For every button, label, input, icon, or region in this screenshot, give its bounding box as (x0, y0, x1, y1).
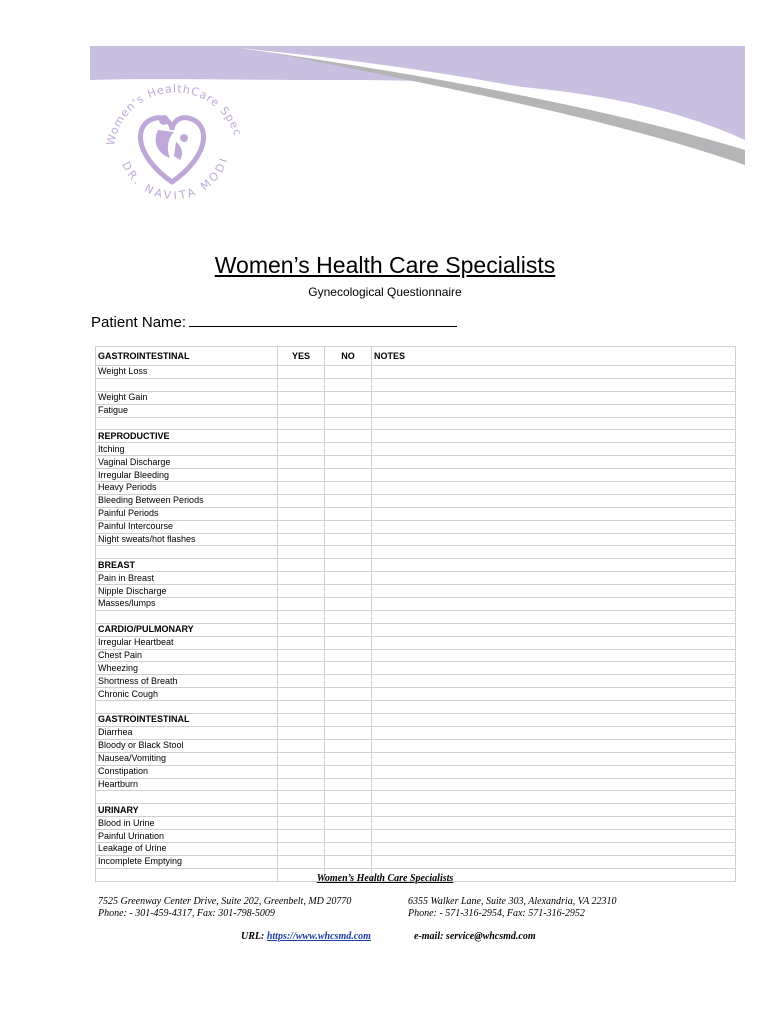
symptom-label: Wheezing (96, 662, 278, 675)
notes-cell[interactable] (372, 559, 736, 572)
notes-cell[interactable] (372, 675, 736, 688)
footer-url-label: URL: (241, 931, 265, 942)
yes-cell[interactable] (278, 623, 325, 636)
yes-cell[interactable] (278, 701, 325, 714)
notes-cell[interactable] (372, 469, 736, 482)
page-title: Women’s Health Care Specialists (214, 252, 556, 278)
yes-cell[interactable] (278, 507, 325, 520)
no-cell[interactable] (325, 546, 372, 559)
yes-cell[interactable] (278, 739, 325, 752)
yes-cell[interactable] (278, 494, 325, 507)
symptom-label: Painful Periods (96, 507, 278, 520)
table-row (96, 830, 736, 843)
symptom-label: Leakage of Urine (96, 842, 278, 855)
notes-cell[interactable] (372, 417, 736, 430)
symptom-label: Heavy Periods (96, 482, 278, 495)
notes-cell[interactable] (372, 456, 736, 469)
no-cell[interactable] (325, 366, 372, 379)
logo-figure-head-icon (159, 115, 169, 125)
symptom-label: Painful Urination (96, 830, 278, 843)
symptom-label: Nipple Discharge (96, 585, 278, 598)
symptom-label: Diarrhea (96, 726, 278, 739)
yes-cell[interactable] (278, 378, 325, 391)
table-row (96, 842, 736, 855)
table-row (96, 366, 736, 379)
yes-cell[interactable] (278, 366, 325, 379)
symptom-label (96, 701, 278, 714)
page-subtitle: Gynecological Questionnaire (308, 285, 462, 299)
symptom-label: Blood in Urine (96, 817, 278, 830)
no-cell[interactable] (325, 791, 372, 804)
no-cell[interactable] (325, 765, 372, 778)
logo-heart-icon (140, 118, 203, 182)
notes-cell[interactable] (372, 855, 736, 868)
footer-url-line (241, 931, 371, 942)
no-cell[interactable] (325, 598, 372, 611)
symptom-label: Weight Gain (96, 391, 278, 404)
notes-cell[interactable] (372, 765, 736, 778)
yes-cell[interactable] (278, 842, 325, 855)
footer-left-block (98, 896, 351, 920)
symptom-label: Bleeding Between Periods (96, 494, 278, 507)
symptom-label: Shortness of Breath (96, 675, 278, 688)
symptom-label (96, 378, 278, 391)
notes-cell[interactable] (372, 533, 736, 546)
header-notes: NOTES (372, 347, 736, 366)
no-cell[interactable] (325, 739, 372, 752)
table-row (96, 391, 736, 404)
footer-left-address: 7525 Greenway Center Drive, Suite 202, Greenbelt, MD 20770 (98, 896, 352, 907)
yes-cell[interactable] (278, 443, 325, 456)
table-row (96, 649, 736, 662)
table-row (96, 623, 736, 636)
table-row (96, 520, 736, 533)
table-row (96, 598, 736, 611)
notes-cell[interactable] (372, 842, 736, 855)
no-cell[interactable] (325, 649, 372, 662)
symptom-label: Heartburn (96, 778, 278, 791)
no-cell[interactable] (325, 430, 372, 443)
notes-cell[interactable] (372, 507, 736, 520)
yes-cell[interactable] (278, 675, 325, 688)
footer-right-phone: Phone: - 571-316-2954, Fax: 571-316-2952 (408, 908, 585, 919)
yes-cell[interactable] (278, 533, 325, 546)
notes-cell[interactable] (372, 366, 736, 379)
table-row (96, 688, 736, 701)
notes-cell[interactable] (372, 649, 736, 662)
no-cell[interactable] (325, 456, 372, 469)
no-cell[interactable] (325, 855, 372, 868)
table-row (96, 752, 736, 765)
table-row (96, 701, 736, 714)
notes-cell[interactable] (372, 610, 736, 623)
table-row (96, 404, 736, 417)
section-heading: CARDIO/PULMONARY (96, 623, 278, 636)
no-cell[interactable] (325, 778, 372, 791)
table-row (96, 610, 736, 623)
table-row (96, 585, 736, 598)
symptom-label: Itching (96, 443, 278, 456)
section-heading: REPRODUCTIVE (96, 430, 278, 443)
symptom-label: Fatigue (96, 404, 278, 417)
notes-cell[interactable] (372, 598, 736, 611)
no-cell[interactable] (325, 417, 372, 430)
no-cell[interactable] (325, 804, 372, 817)
footer-left-phone: Phone: - 301-459-4317, Fax: 301-798-5009 (98, 908, 275, 919)
notes-cell[interactable] (372, 688, 736, 701)
table-row (96, 804, 736, 817)
no-cell[interactable] (325, 623, 372, 636)
table-row (96, 662, 736, 675)
no-cell[interactable] (325, 469, 372, 482)
no-cell[interactable] (325, 559, 372, 572)
no-cell[interactable] (325, 830, 372, 843)
no-cell[interactable] (325, 572, 372, 585)
yes-cell[interactable] (278, 404, 325, 417)
symptom-label: Pain in Breast (96, 572, 278, 585)
no-cell[interactable] (325, 701, 372, 714)
table-row (96, 494, 736, 507)
table-row (96, 636, 736, 649)
yes-cell[interactable] (278, 520, 325, 533)
yes-cell[interactable] (278, 430, 325, 443)
no-cell[interactable] (325, 520, 372, 533)
symptom-label: Chronic Cough (96, 688, 278, 701)
table-row (96, 430, 736, 443)
yes-cell[interactable] (278, 662, 325, 675)
yes-cell[interactable] (278, 817, 325, 830)
table-row (96, 559, 736, 572)
notes-cell[interactable] (372, 443, 736, 456)
svg-text:Women's HealthCare Specialists (104, 82, 245, 151)
footer-right-address: 6355 Walker Lane, Suite 303, Alexandria, VA 22310 (408, 896, 617, 907)
no-cell[interactable] (325, 610, 372, 623)
no-cell[interactable] (325, 507, 372, 520)
symptom-label: Chest Pain (96, 649, 278, 662)
section-heading: URINARY (96, 804, 278, 817)
logo-arc-text-top: Women's HealthCare Specialists (103, 82, 245, 151)
no-cell[interactable] (325, 585, 372, 598)
logo-figure-body-icon (156, 130, 182, 160)
symptom-label: Incomplete Emptying (96, 855, 278, 868)
no-cell[interactable] (325, 533, 372, 546)
notes-cell[interactable] (372, 494, 736, 507)
notes-cell[interactable] (372, 572, 736, 585)
notes-cell[interactable] (372, 482, 736, 495)
notes-cell[interactable] (372, 520, 736, 533)
yes-cell[interactable] (278, 417, 325, 430)
yes-cell[interactable] (278, 791, 325, 804)
section-heading: BREAST (96, 559, 278, 572)
header-category: GASTROINTESTINAL (96, 347, 278, 366)
table-row (96, 855, 736, 868)
notes-cell[interactable] (372, 546, 736, 559)
notes-cell[interactable] (372, 752, 736, 765)
notes-cell[interactable] (372, 636, 736, 649)
header-graphic (0, 0, 770, 240)
yes-cell[interactable] (278, 765, 325, 778)
yes-cell[interactable] (278, 598, 325, 611)
symptom-label (96, 417, 278, 430)
yes-cell[interactable] (278, 830, 325, 843)
table-row (96, 791, 736, 804)
no-cell[interactable] (325, 688, 372, 701)
table-row (96, 765, 736, 778)
yes-cell[interactable] (278, 778, 325, 791)
symptom-label (96, 546, 278, 559)
notes-cell[interactable] (372, 714, 736, 727)
notes-cell[interactable] (372, 791, 736, 804)
notes-cell[interactable] (372, 430, 736, 443)
notes-cell[interactable] (372, 662, 736, 675)
no-cell[interactable] (325, 842, 372, 855)
notes-cell[interactable] (372, 726, 736, 739)
yes-cell[interactable] (278, 649, 325, 662)
questionnaire-table (95, 346, 736, 882)
notes-cell[interactable] (372, 623, 736, 636)
footer-right-block (408, 896, 617, 920)
header-yes: YES (278, 347, 325, 366)
yes-cell[interactable] (278, 456, 325, 469)
table-row (96, 417, 736, 430)
no-cell[interactable] (325, 636, 372, 649)
yes-cell[interactable] (278, 469, 325, 482)
symptom-label (96, 610, 278, 623)
notes-cell[interactable] (372, 701, 736, 714)
table-row (96, 675, 736, 688)
table-row (96, 469, 736, 482)
no-cell[interactable] (325, 752, 372, 765)
symptom-label: Vaginal Discharge (96, 456, 278, 469)
no-cell[interactable] (325, 817, 372, 830)
yes-cell[interactable] (278, 804, 325, 817)
yes-cell[interactable] (278, 688, 325, 701)
yes-cell[interactable] (278, 752, 325, 765)
notes-cell[interactable] (372, 404, 736, 417)
footer-practice-name: Women’s Health Care Specialists (316, 873, 454, 884)
symptom-label: Irregular Heartbeat (96, 636, 278, 649)
symptom-label: Night sweats/hot flashes (96, 533, 278, 546)
yes-cell[interactable] (278, 726, 325, 739)
table-row (96, 533, 736, 546)
table-row (96, 714, 736, 727)
yes-cell[interactable] (278, 391, 325, 404)
table-header-row (96, 347, 736, 366)
no-cell[interactable] (325, 662, 372, 675)
section-heading: GASTROINTESTINAL (96, 714, 278, 727)
symptom-label: Constipation (96, 765, 278, 778)
no-cell[interactable] (325, 494, 372, 507)
yes-cell[interactable] (278, 610, 325, 623)
table-row (96, 456, 736, 469)
yes-cell[interactable] (278, 855, 325, 868)
yes-cell[interactable] (278, 546, 325, 559)
table-row (96, 546, 736, 559)
table-row (96, 817, 736, 830)
notes-cell[interactable] (372, 804, 736, 817)
symptom-label (96, 791, 278, 804)
symptom-label: Nausea/Vomiting (96, 752, 278, 765)
yes-cell[interactable] (278, 572, 325, 585)
patient-name-line (91, 314, 457, 331)
table-row (96, 378, 736, 391)
notes-cell[interactable] (372, 817, 736, 830)
table-row (96, 778, 736, 791)
no-cell[interactable] (325, 726, 372, 739)
symptom-label: Masses/lumps (96, 598, 278, 611)
yes-cell[interactable] (278, 714, 325, 727)
patient-name-field[interactable] (189, 314, 457, 327)
table-row (96, 739, 736, 752)
header-no: NO (325, 347, 372, 366)
symptom-label: Bloody or Black Stool (96, 739, 278, 752)
notes-cell[interactable] (372, 739, 736, 752)
table-row (96, 507, 736, 520)
yes-cell[interactable] (278, 585, 325, 598)
yes-cell[interactable] (278, 482, 325, 495)
notes-cell[interactable] (372, 830, 736, 843)
no-cell[interactable] (325, 714, 372, 727)
no-cell[interactable] (325, 482, 372, 495)
symptom-label: Painful Intercourse (96, 520, 278, 533)
no-cell[interactable] (325, 391, 372, 404)
symptom-label: Weight Loss (96, 366, 278, 379)
no-cell[interactable] (325, 443, 372, 456)
notes-cell[interactable] (372, 378, 736, 391)
table-row (96, 572, 736, 585)
no-cell[interactable] (325, 404, 372, 417)
logo (104, 82, 245, 202)
patient-name-label: Patient Name: (91, 314, 187, 331)
table-row (96, 726, 736, 739)
no-cell[interactable] (325, 378, 372, 391)
table-row (96, 443, 736, 456)
yes-cell[interactable] (278, 636, 325, 649)
yes-cell[interactable] (278, 559, 325, 572)
symptom-label: Irregular Bleeding (96, 469, 278, 482)
table-row (96, 482, 736, 495)
logo-arc-text-bottom: DR. NAVITA MODI (119, 154, 232, 203)
no-cell[interactable] (325, 675, 372, 688)
notes-cell[interactable] (372, 391, 736, 404)
notes-cell[interactable] (372, 585, 736, 598)
notes-cell[interactable] (372, 778, 736, 791)
footer-email: e-mail: service@whcsmd.com (414, 931, 536, 942)
footer-url-link[interactable]: https://www.whcsmd.com (266, 931, 371, 942)
logo-figure-head2-icon (180, 134, 188, 142)
